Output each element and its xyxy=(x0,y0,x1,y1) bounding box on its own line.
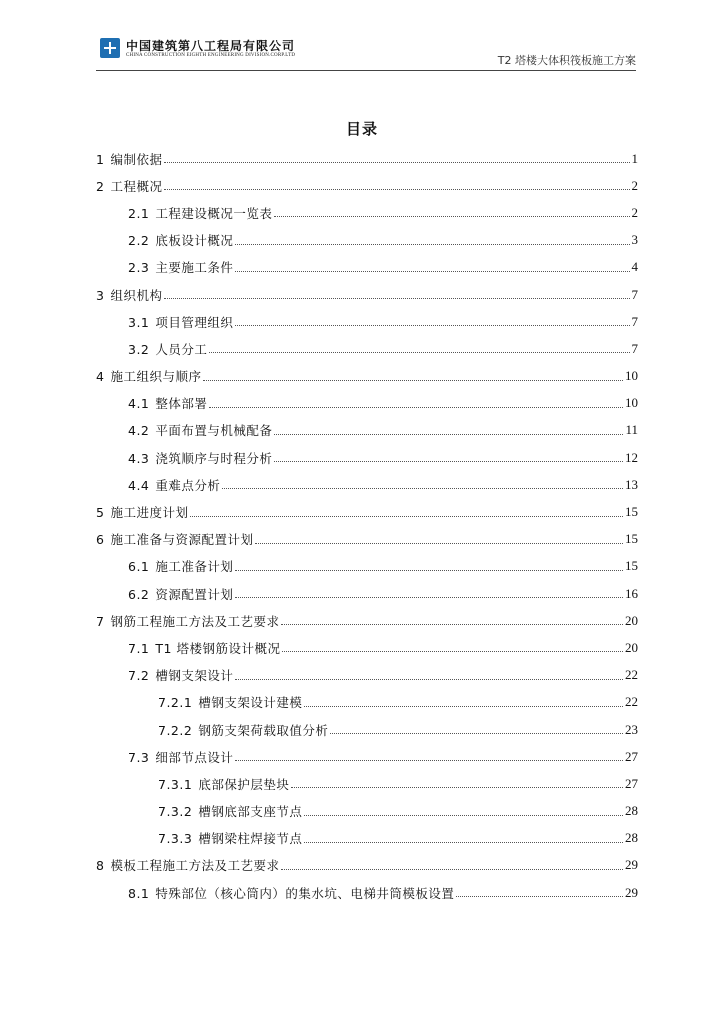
toc-page-number: 13 xyxy=(625,476,638,492)
toc-dot-leader xyxy=(203,380,623,381)
toc-page-number: 2 xyxy=(631,204,638,220)
toc-dot-leader xyxy=(274,434,623,435)
toc-entry-number: 3.1 xyxy=(128,314,150,330)
toc-entry[interactable] xyxy=(96,662,638,689)
toc-entry-label xyxy=(158,775,289,793)
toc-dot-leader xyxy=(281,869,623,870)
toc-entry[interactable] xyxy=(96,308,638,335)
toc-page-number: 10 xyxy=(625,368,638,384)
toc-page-number: 15 xyxy=(625,531,638,547)
toc-entry-number: 2 xyxy=(96,178,105,194)
toc-entry-text: 细部节点设计 xyxy=(155,749,234,765)
toc-entry-label xyxy=(128,449,272,467)
toc-entry-number: 5 xyxy=(96,505,105,521)
toc-entry-text: 工程建设概况一览表 xyxy=(155,205,273,221)
toc-entry[interactable] xyxy=(96,798,638,825)
toc-entry-number: 4.2 xyxy=(128,423,150,439)
toc-entry-label xyxy=(96,150,162,168)
toc-entry-text: 施工组织与顺序 xyxy=(110,369,202,385)
toc-entry-text: 钢筋工程施工方法及工艺要求 xyxy=(110,613,280,629)
toc-entry-text: 施工准备计划 xyxy=(155,559,234,575)
toc-entry-label xyxy=(128,476,220,494)
toc-entry-text: 整体部署 xyxy=(155,396,208,412)
toc-entry-number: 4 xyxy=(96,369,105,385)
toc-dot-leader xyxy=(282,651,623,652)
toc-dot-leader xyxy=(235,271,629,272)
toc-entry-label xyxy=(158,802,302,820)
toc-entry[interactable] xyxy=(96,471,638,498)
toc-dot-leader xyxy=(281,624,623,625)
toc-page-number: 29 xyxy=(625,857,638,873)
toc-entry-text: 浇筑顺序与时程分析 xyxy=(155,450,273,466)
toc-entry[interactable] xyxy=(96,417,638,444)
toc-entry-number: 4.1 xyxy=(128,396,150,412)
toc-entry-text: 底部保护层垫块 xyxy=(198,776,290,792)
toc-page-number: 7 xyxy=(631,313,638,329)
toc-entry-text: 施工进度计划 xyxy=(110,505,189,521)
toc-dot-leader xyxy=(304,706,623,707)
toc-entry-number: 4.4 xyxy=(128,477,150,493)
toc-dot-leader xyxy=(222,488,623,489)
toc-entry-label xyxy=(96,367,201,385)
toc-page-number: 4 xyxy=(631,259,638,275)
toc-entry[interactable] xyxy=(96,199,638,226)
toc-page-number: 16 xyxy=(625,585,638,601)
toc-page-number: 28 xyxy=(625,803,638,819)
toc-entry-text: 钢筋支架荷载取值分析 xyxy=(198,722,329,738)
toc-page-number: 7 xyxy=(631,286,638,302)
toc-entry-text: 槽钢底部支座节点 xyxy=(198,804,303,820)
toc-dot-leader xyxy=(164,189,629,190)
toc-entry-label xyxy=(96,612,279,630)
toc-dot-leader xyxy=(209,352,629,353)
toc-entry[interactable] xyxy=(96,444,638,471)
toc-entry-text: 项目管理组织 xyxy=(155,314,234,330)
toc-entry-label xyxy=(128,557,233,575)
toc-entry-text: 平面布置与机械配备 xyxy=(155,423,273,439)
toc-dot-leader xyxy=(456,896,623,897)
toc-entry[interactable] xyxy=(96,145,638,172)
toc-page-number: 22 xyxy=(625,667,638,683)
toc-entry[interactable] xyxy=(96,227,638,254)
toc-entry-label xyxy=(158,829,302,847)
toc-entry-label xyxy=(96,177,162,195)
toc-entry[interactable] xyxy=(96,716,638,743)
toc-entry-label xyxy=(158,721,328,739)
toc-dot-leader xyxy=(274,216,629,217)
toc-entry-label xyxy=(96,286,162,304)
toc-dot-leader xyxy=(235,570,623,571)
company-logo-icon xyxy=(100,38,120,58)
toc-entry[interactable] xyxy=(96,281,638,308)
toc-entry-number: 2.2 xyxy=(128,233,150,249)
toc-dot-leader xyxy=(164,162,629,163)
header-divider xyxy=(96,70,636,71)
toc-page-number: 20 xyxy=(625,639,638,655)
table-of-contents xyxy=(96,145,638,906)
toc-entry-text: 槽钢支架设计 xyxy=(155,668,234,684)
toc-entry[interactable] xyxy=(96,363,638,390)
toc-entry[interactable] xyxy=(96,689,638,716)
toc-entry-number: 7.2 xyxy=(128,668,150,684)
toc-entry-text: 施工准备与资源配置计划 xyxy=(110,532,254,548)
toc-entry[interactable] xyxy=(96,634,638,661)
toc-entry-label xyxy=(128,231,233,249)
toc-entry-label xyxy=(128,204,272,222)
toc-entry-label xyxy=(128,585,233,603)
toc-entry-number: 6.1 xyxy=(128,559,150,575)
toc-entry-text: 特殊部位（核心筒内）的集水坑、电梯井筒模板设置 xyxy=(155,885,455,901)
toc-entry-number: 7 xyxy=(96,613,105,629)
toc-page-number: 11 xyxy=(625,422,638,438)
toc-entry-number: 1 xyxy=(96,151,105,167)
toc-page-number: 20 xyxy=(625,612,638,628)
toc-dot-leader xyxy=(235,679,623,680)
toc-page-number: 22 xyxy=(625,694,638,710)
toc-page-number: 27 xyxy=(625,775,638,791)
toc-page-number: 27 xyxy=(625,748,638,764)
toc-entry-text: 组织机构 xyxy=(110,287,163,303)
toc-dot-leader xyxy=(274,461,623,462)
document-title: T2 塔楼大体积筏板施工方案 xyxy=(497,54,636,67)
toc-entry-label xyxy=(96,530,253,548)
toc-entry[interactable] xyxy=(96,825,638,852)
toc-entry[interactable] xyxy=(96,526,638,553)
toc-entry-label xyxy=(128,639,280,657)
toc-dot-leader xyxy=(304,842,623,843)
toc-dot-leader xyxy=(235,760,623,761)
toc-page-number: 28 xyxy=(625,830,638,846)
toc-entry-label xyxy=(128,748,233,766)
toc-entry-text: 槽钢支架设计建模 xyxy=(198,695,303,711)
toc-entry-label xyxy=(128,884,454,902)
toc-entry-number: 2.3 xyxy=(128,260,150,276)
toc-page-number: 3 xyxy=(631,232,638,248)
toc-page-number: 10 xyxy=(625,395,638,411)
toc-entry-text: 资源配置计划 xyxy=(155,586,234,602)
toc-entry-number: 8.1 xyxy=(128,885,150,901)
toc-heading: 目录 xyxy=(345,120,378,138)
toc-entry[interactable] xyxy=(96,335,638,362)
toc-dot-leader xyxy=(164,298,629,299)
toc-entry[interactable] xyxy=(96,743,638,770)
toc-entry-text: 底板设计概况 xyxy=(155,233,234,249)
toc-dot-leader xyxy=(235,325,629,326)
toc-entry[interactable] xyxy=(96,172,638,199)
toc-entry-label xyxy=(128,421,272,439)
toc-entry-number: 2.1 xyxy=(128,205,150,221)
toc-entry-number: 7.3.2 xyxy=(158,804,193,820)
company-name-en: CHINA CONSTRUCTION EIGHTH ENGINEERING DIVISION.CORP.LTD xyxy=(126,53,296,58)
toc-entry-number: 7.3 xyxy=(128,749,150,765)
toc-entry-number: 7.3.1 xyxy=(158,776,193,792)
toc-entry-number: 7.1 xyxy=(128,640,150,656)
toc-entry-number: 3 xyxy=(96,287,105,303)
toc-entry-number: 7.3.3 xyxy=(158,831,193,847)
toc-entry[interactable] xyxy=(96,852,638,879)
toc-entry[interactable] xyxy=(96,254,638,281)
toc-entry-number: 6 xyxy=(96,532,105,548)
toc-entry-label xyxy=(96,503,188,521)
toc-entry[interactable] xyxy=(96,498,638,525)
toc-entry-text: 工程概况 xyxy=(110,178,163,194)
toc-dot-leader xyxy=(209,407,623,408)
toc-entry-text: 编制依据 xyxy=(110,151,163,167)
toc-dot-leader xyxy=(330,733,623,734)
toc-entry[interactable] xyxy=(96,607,638,634)
toc-entry-label xyxy=(128,340,207,358)
toc-entry-text: T1 塔楼钢筋设计概况 xyxy=(155,640,281,656)
toc-entry-number: 4.3 xyxy=(128,450,150,466)
page-header xyxy=(96,34,636,70)
toc-entry[interactable] xyxy=(96,770,638,797)
toc-dot-leader xyxy=(291,787,623,788)
toc-entry[interactable] xyxy=(96,390,638,417)
toc-entry-number: 3.2 xyxy=(128,341,150,357)
toc-entry-number: 6.2 xyxy=(128,586,150,602)
toc-entry-number: 7.2.1 xyxy=(158,695,193,711)
toc-page-number: 1 xyxy=(631,150,638,166)
toc-entry-label xyxy=(128,258,233,276)
toc-entry-text: 主要施工条件 xyxy=(155,260,234,276)
toc-entry-label xyxy=(128,666,233,684)
toc-page-number: 23 xyxy=(625,721,638,737)
toc-entry-number: 7.2.2 xyxy=(158,722,193,738)
toc-page-number: 15 xyxy=(625,504,638,520)
toc-dot-leader xyxy=(255,543,623,544)
toc-entry-text: 人员分工 xyxy=(155,341,208,357)
toc-entry-label xyxy=(128,394,207,412)
toc-entry-label xyxy=(128,313,233,331)
toc-entry-text: 槽钢梁柱焊接节点 xyxy=(198,831,303,847)
toc-entry[interactable] xyxy=(96,553,638,580)
toc-entry-label xyxy=(96,856,279,874)
toc-page-number: 2 xyxy=(631,177,638,193)
toc-page-number: 29 xyxy=(625,884,638,900)
toc-entry[interactable] xyxy=(96,580,638,607)
toc-entry-label xyxy=(158,693,302,711)
toc-dot-leader xyxy=(235,597,623,598)
toc-entry-text: 重难点分析 xyxy=(155,477,221,493)
toc-page-number: 12 xyxy=(625,449,638,465)
toc-entry-text: 模板工程施工方法及工艺要求 xyxy=(110,858,280,874)
toc-page-number: 15 xyxy=(625,558,638,574)
toc-entry[interactable] xyxy=(96,879,638,906)
toc-entry-number: 8 xyxy=(96,858,105,874)
toc-dot-leader xyxy=(190,516,623,517)
toc-dot-leader xyxy=(304,815,623,816)
toc-page-number: 7 xyxy=(631,340,638,356)
company-name-cn: 中国建筑第八工程局有限公司 xyxy=(126,39,296,53)
toc-dot-leader xyxy=(235,244,629,245)
